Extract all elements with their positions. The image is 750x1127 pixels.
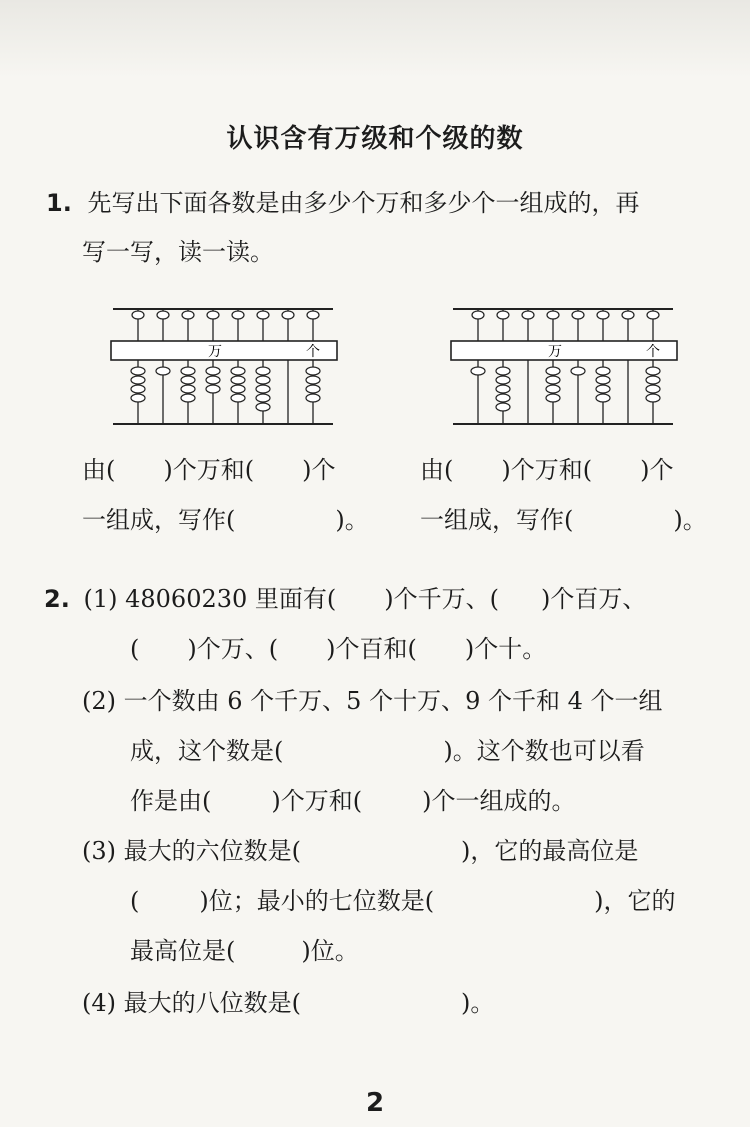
abacus-lower-bead [206,367,220,375]
q2-p2-d: )个万和( [271,787,363,815]
q2-p2-line2 [130,736,645,766]
q1-right-yizu: 一组成，写作( [420,506,574,534]
q1-left-you: 由( [82,456,116,484]
abacus-upper-bead [647,311,659,319]
abacus-label-ge: 个 [646,344,660,360]
abacus-lower-bead [596,394,610,402]
q2-p3-a: 最大的六位数是( [123,837,302,865]
abacus-lower-bead [306,376,320,384]
q2-p4-b: )。 [461,989,495,1017]
abacus-lower-bead [546,394,560,402]
abacus-lower-bead [471,367,485,375]
q1-number: 1. [46,189,72,217]
abacus-upper-bead [522,311,534,319]
abacus-lower-bead [231,385,245,393]
q2-p4-num: (4) [82,989,116,1017]
q2-p2-c: 作是由( [130,787,212,815]
abacus-beam [111,341,337,360]
abacus-upper-bead [232,311,244,319]
abacus-upper-bead [472,311,484,319]
abacus-lower-bead [646,367,660,375]
q2-p1-e: )个万、( [187,635,279,663]
q2-p3-num: (3) [82,837,116,865]
q2-p1-a: 48060230 里面有( [125,585,337,613]
page-number: 2 [365,1088,385,1118]
abacus-upper-bead [282,311,294,319]
abacus-lower-bead [156,367,170,375]
abacus-lower-bead [306,367,320,375]
q1-right-fill-line1 [420,455,673,485]
q2-p2-a: 成，这个数是( [130,737,284,765]
abacus-lower-bead [131,367,145,375]
abacus-lower-bead [306,385,320,393]
q2-p3-line3 [130,936,359,966]
q2-p3-e: )，它的 [594,887,676,915]
q2-p4-line1 [82,988,494,1018]
q2-p3-line1 [82,836,638,866]
q2-p1-g: )个十。 [464,635,547,663]
q1-left-fill-line2 [82,505,369,535]
q1-right-fill-line2 [420,505,707,535]
abacus-lower-bead [496,367,510,375]
q1-left-fill-line1 [82,455,335,485]
abacus-right [448,305,688,430]
abacus-lower-bead [496,394,510,402]
q1-line2: 写一写，读一读。 [82,238,274,266]
q2-p3-f: 最高位是( [130,937,236,965]
abacus-upper-bead [182,311,194,319]
abacus-lower-bead [546,367,560,375]
abacus-beam [451,341,677,360]
abacus-upper-bead [622,311,634,319]
page-title: 认识含有万级和个级的数 [226,124,524,154]
q2-p1-line2 [130,634,546,664]
abacus-upper-bead [497,311,509,319]
abacus-lower-bead [206,385,220,393]
q2-number: 2. [44,585,70,613]
q1-text: 先写出下面各数是由多少个万和多少个一组成的，再 [87,189,640,217]
abacus-lower-bead [256,376,270,384]
q2-p1-d: ( [130,635,140,663]
abacus-lower-bead [546,376,560,384]
abacus-upper-bead [307,311,319,319]
q2-p1-b: )个千万、( [384,585,499,613]
q2-p2-line3 [130,786,575,816]
abacus-lower-bead [181,385,195,393]
q2-p2-num: (2) [82,687,116,715]
q1-right-ge: )个 [640,456,674,484]
q1-right-you: 由( [420,456,454,484]
abacus-lower-bead [256,385,270,393]
abacus-upper-bead [132,311,144,319]
abacus-upper-bead [157,311,169,319]
abacus-lower-bead [206,376,220,384]
abacus-lower-bead [306,394,320,402]
q2-p3-b: )，它的最高位是 [461,837,639,865]
abacus-left [108,305,348,430]
abacus-lower-bead [596,385,610,393]
q1-left-ge: )个 [302,456,336,484]
q1-right-end: )。 [673,506,707,534]
abacus-upper-bead [597,311,609,319]
q2-p3-d: )位；最小的七位数是( [199,887,435,915]
abacus-lower-bead [131,376,145,384]
abacus-lower-bead [181,367,195,375]
abacus-lower-bead [596,367,610,375]
abacus-label-wan: 万 [548,344,562,360]
abacus-lower-bead [256,394,270,402]
abacus-lower-bead [231,394,245,402]
q2-p2-line1 [82,686,663,716]
abacus-lower-bead [231,376,245,384]
abacus-upper-bead [572,311,584,319]
q2-p1-c: )个百万、 [541,585,647,613]
abacus-lower-bead [231,367,245,375]
abacus-label-wan: 万 [208,344,222,360]
abacus-lower-bead [596,376,610,384]
abacus-lower-bead [496,385,510,393]
q1-left-yizu: 一组成，写作( [82,506,236,534]
abacus-upper-bead [207,311,219,319]
q2-p1-num: (1) [83,585,118,613]
abacus-lower-bead [496,376,510,384]
abacus-lower-bead [646,394,660,402]
abacus-label-ge: 个 [306,344,320,360]
q2-p2-e: )个一组成的。 [422,787,576,815]
abacus-lower-bead [646,376,660,384]
abacus-lower-bead [646,385,660,393]
q2-p3-c: ( [130,887,140,915]
abacus-lower-bead [256,367,270,375]
abacus-lower-bead [131,394,145,402]
q2-p1-f: )个百和( [326,635,417,663]
q2-p4-a: 最大的八位数是( [123,989,302,1017]
abacus-lower-bead [181,376,195,384]
abacus-lower-bead [571,367,585,375]
q2-p2-line1-text: 一个数由 6 个千万、5 个十万、9 个千和 4 个一组 [123,687,663,715]
abacus-lower-bead [496,403,510,411]
q2-p3-line2 [130,886,675,916]
abacus-lower-bead [546,385,560,393]
abacus-upper-bead [257,311,269,319]
abacus-lower-bead [256,403,270,411]
q1-left-end: )。 [335,506,369,534]
header-shadow [0,0,750,78]
q2-p1-line1 [44,584,646,614]
abacus-lower-bead [131,385,145,393]
abacus-lower-bead [181,394,195,402]
q2-p2-b: )。这个数也可以看 [443,737,645,765]
abacus-upper-bead [547,311,559,319]
q1-left-gewanhe: )个万和( [163,456,255,484]
q2-p3-g: )位。 [301,937,359,965]
q1-line1 [46,188,639,218]
q1-right-gewanhe: )个万和( [501,456,593,484]
